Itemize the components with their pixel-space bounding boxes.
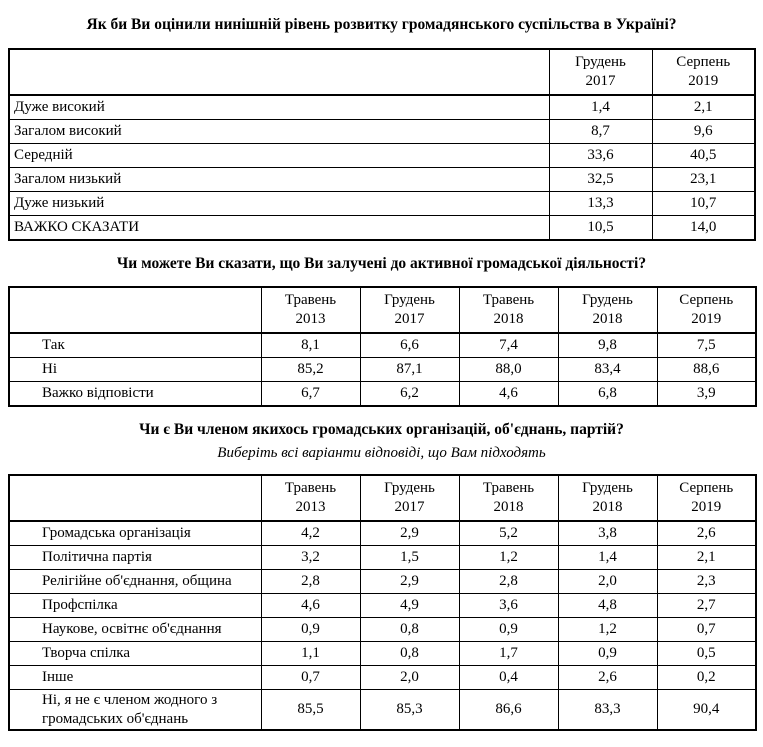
value-cell: 1,5 bbox=[360, 545, 459, 569]
column-header-line: Травень bbox=[482, 480, 535, 497]
table-row bbox=[9, 641, 756, 665]
value-cell: 4,2 bbox=[261, 521, 360, 546]
row-label: ВАЖКО СКАЗАТИ bbox=[9, 215, 549, 240]
value-cell: 1,2 bbox=[558, 617, 657, 641]
column-header bbox=[657, 287, 756, 333]
table-row bbox=[9, 167, 755, 191]
value-cell: 3,2 bbox=[261, 545, 360, 569]
column-header bbox=[657, 475, 756, 521]
table-row bbox=[9, 215, 755, 240]
header-row bbox=[9, 287, 756, 333]
column-header-line: 2017 bbox=[585, 72, 616, 89]
column-header-line: 2019 bbox=[688, 72, 719, 89]
value-cell: 2,6 bbox=[657, 521, 756, 546]
value-cell: 1,1 bbox=[261, 641, 360, 665]
value-cell: 83,4 bbox=[558, 358, 657, 382]
value-cell: 2,8 bbox=[459, 569, 558, 593]
value-cell: 1,7 bbox=[459, 641, 558, 665]
value-cell: 2,7 bbox=[657, 593, 756, 617]
value-cell: 85,3 bbox=[360, 689, 459, 730]
column-header-line: Серпень bbox=[676, 53, 731, 70]
value-cell: 0,7 bbox=[261, 665, 360, 689]
value-cell: 2,1 bbox=[657, 545, 756, 569]
table-row bbox=[9, 545, 756, 569]
column-header bbox=[360, 287, 459, 333]
column-header-line: Грудень bbox=[582, 292, 633, 309]
value-cell: 1,2 bbox=[459, 545, 558, 569]
value-cell: 40,5 bbox=[652, 143, 755, 167]
table-row bbox=[9, 382, 756, 407]
row-label: Загалом високий bbox=[9, 119, 549, 143]
row-label: Ні bbox=[9, 358, 261, 382]
row-label: Інше bbox=[9, 665, 261, 689]
value-cell: 2,6 bbox=[558, 665, 657, 689]
column-header-line: 2018 bbox=[493, 498, 524, 515]
value-cell: 6,8 bbox=[558, 382, 657, 407]
value-cell: 9,8 bbox=[558, 333, 657, 358]
table-title: Як би Ви оцінили нинішній рівень розвитку громадянського суспільства в Україні? bbox=[86, 16, 677, 33]
table-row bbox=[9, 521, 756, 546]
value-cell: 1,4 bbox=[549, 95, 652, 120]
value-cell: 88,0 bbox=[459, 358, 558, 382]
column-header-line: 2018 bbox=[493, 311, 524, 328]
value-cell: 10,7 bbox=[652, 191, 755, 215]
column-header-line: 2019 bbox=[691, 498, 722, 515]
header-row bbox=[9, 475, 756, 521]
value-cell: 4,6 bbox=[459, 382, 558, 407]
value-cell: 90,4 bbox=[657, 689, 756, 730]
value-cell: 6,7 bbox=[261, 382, 360, 407]
column-header bbox=[652, 49, 755, 95]
value-cell: 85,2 bbox=[261, 358, 360, 382]
table-row bbox=[9, 333, 756, 358]
survey-block-membership bbox=[8, 421, 755, 731]
column-header-line: 2017 bbox=[394, 498, 425, 515]
table-row bbox=[9, 665, 756, 689]
value-cell: 4,9 bbox=[360, 593, 459, 617]
survey-table-civil-society-level bbox=[8, 48, 756, 241]
value-cell: 0,5 bbox=[657, 641, 756, 665]
corner-cell bbox=[9, 475, 261, 521]
value-cell: 0,9 bbox=[459, 617, 558, 641]
survey-block-civil-society-level bbox=[8, 16, 755, 241]
column-header-line: Серпень bbox=[679, 292, 734, 309]
value-cell: 0,8 bbox=[360, 617, 459, 641]
row-label: Дуже високий bbox=[9, 95, 549, 120]
value-cell: 0,2 bbox=[657, 665, 756, 689]
table-title: Чи є Ви членом якихось громадських організацій, об'єднань, партій? bbox=[139, 421, 624, 439]
column-header-line: Грудень bbox=[384, 292, 435, 309]
table-row bbox=[9, 143, 755, 167]
row-label: Наукове, освітнє об'єднання bbox=[9, 617, 261, 641]
column-header-line: 2013 bbox=[295, 498, 326, 515]
corner-cell bbox=[9, 49, 549, 95]
column-header-line: 2019 bbox=[691, 311, 722, 328]
value-cell: 3,9 bbox=[657, 382, 756, 407]
value-cell: 6,6 bbox=[360, 333, 459, 358]
survey-table-active-involvement bbox=[8, 286, 757, 407]
column-header-line: Грудень bbox=[384, 480, 435, 497]
value-cell: 87,1 bbox=[360, 358, 459, 382]
column-header bbox=[360, 475, 459, 521]
row-label: Громадська організація bbox=[9, 521, 261, 546]
value-cell: 86,6 bbox=[459, 689, 558, 730]
value-cell: 6,2 bbox=[360, 382, 459, 407]
column-header bbox=[549, 49, 652, 95]
value-cell: 2,9 bbox=[360, 521, 459, 546]
column-header bbox=[459, 287, 558, 333]
value-cell: 4,6 bbox=[261, 593, 360, 617]
table-row bbox=[9, 617, 756, 641]
value-cell: 88,6 bbox=[657, 358, 756, 382]
table-subtitle: Виберіть всі варіанти відповіді, що Вам підходять bbox=[217, 444, 546, 461]
column-header bbox=[261, 475, 360, 521]
table-row bbox=[9, 119, 755, 143]
value-cell: 0,7 bbox=[657, 617, 756, 641]
value-cell: 83,3 bbox=[558, 689, 657, 730]
row-label: Середній bbox=[9, 143, 549, 167]
column-header bbox=[558, 475, 657, 521]
value-cell: 1,4 bbox=[558, 545, 657, 569]
row-label: Політична партія bbox=[9, 545, 261, 569]
column-header-line: 2018 bbox=[592, 498, 623, 515]
table-row bbox=[9, 358, 756, 382]
value-cell: 2,0 bbox=[360, 665, 459, 689]
value-cell: 2,1 bbox=[652, 95, 755, 120]
row-label: Ні, я не є членом жодного з громадських об'єднань bbox=[9, 689, 261, 730]
column-header-line: Травень bbox=[482, 292, 535, 309]
table-row bbox=[9, 689, 756, 730]
value-cell: 4,8 bbox=[558, 593, 657, 617]
row-label: Дуже низький bbox=[9, 191, 549, 215]
row-label: Профспілка bbox=[9, 593, 261, 617]
value-cell: 7,4 bbox=[459, 333, 558, 358]
value-cell: 23,1 bbox=[652, 167, 755, 191]
value-cell: 7,5 bbox=[657, 333, 756, 358]
value-cell: 3,6 bbox=[459, 593, 558, 617]
survey-table-membership bbox=[8, 474, 757, 732]
row-label: Творча спілка bbox=[9, 641, 261, 665]
column-header bbox=[558, 287, 657, 333]
value-cell: 0,9 bbox=[558, 641, 657, 665]
header-row bbox=[9, 49, 755, 95]
value-cell: 3,8 bbox=[558, 521, 657, 546]
value-cell: 2,9 bbox=[360, 569, 459, 593]
column-header-line: Серпень bbox=[679, 480, 734, 497]
table-row bbox=[9, 191, 755, 215]
value-cell: 14,0 bbox=[652, 215, 755, 240]
column-header bbox=[261, 287, 360, 333]
column-header-line: Грудень bbox=[575, 53, 626, 70]
value-cell: 2,8 bbox=[261, 569, 360, 593]
value-cell: 2,0 bbox=[558, 569, 657, 593]
value-cell: 32,5 bbox=[549, 167, 652, 191]
value-cell: 8,7 bbox=[549, 119, 652, 143]
table-row bbox=[9, 95, 755, 120]
column-header-line: 2018 bbox=[592, 311, 623, 328]
column-header-line: 2017 bbox=[394, 311, 425, 328]
column-header-line: Травень bbox=[284, 292, 337, 309]
value-cell: 2,3 bbox=[657, 569, 756, 593]
column-header-line: Травень bbox=[284, 480, 337, 497]
column-header bbox=[459, 475, 558, 521]
value-cell: 5,2 bbox=[459, 521, 558, 546]
column-header-line: Грудень bbox=[582, 480, 633, 497]
table-row bbox=[9, 569, 756, 593]
value-cell: 0,8 bbox=[360, 641, 459, 665]
row-label: Важко відповісти bbox=[9, 382, 261, 407]
survey-block-active-involvement bbox=[8, 255, 755, 408]
value-cell: 13,3 bbox=[549, 191, 652, 215]
value-cell: 85,5 bbox=[261, 689, 360, 730]
value-cell: 8,1 bbox=[261, 333, 360, 358]
corner-cell bbox=[9, 287, 261, 333]
column-header-line: 2013 bbox=[295, 311, 326, 328]
value-cell: 10,5 bbox=[549, 215, 652, 240]
row-label: Релігійне об'єднання, община bbox=[9, 569, 261, 593]
value-cell: 33,6 bbox=[549, 143, 652, 167]
value-cell: 9,6 bbox=[652, 119, 755, 143]
table-title: Чи можете Ви сказати, що Ви залучені до активної громадської діяльності? bbox=[116, 254, 647, 272]
table-row bbox=[9, 593, 756, 617]
value-cell: 0,9 bbox=[261, 617, 360, 641]
row-label: Так bbox=[9, 333, 261, 358]
row-label: Загалом низький bbox=[9, 167, 549, 191]
value-cell: 0,4 bbox=[459, 665, 558, 689]
